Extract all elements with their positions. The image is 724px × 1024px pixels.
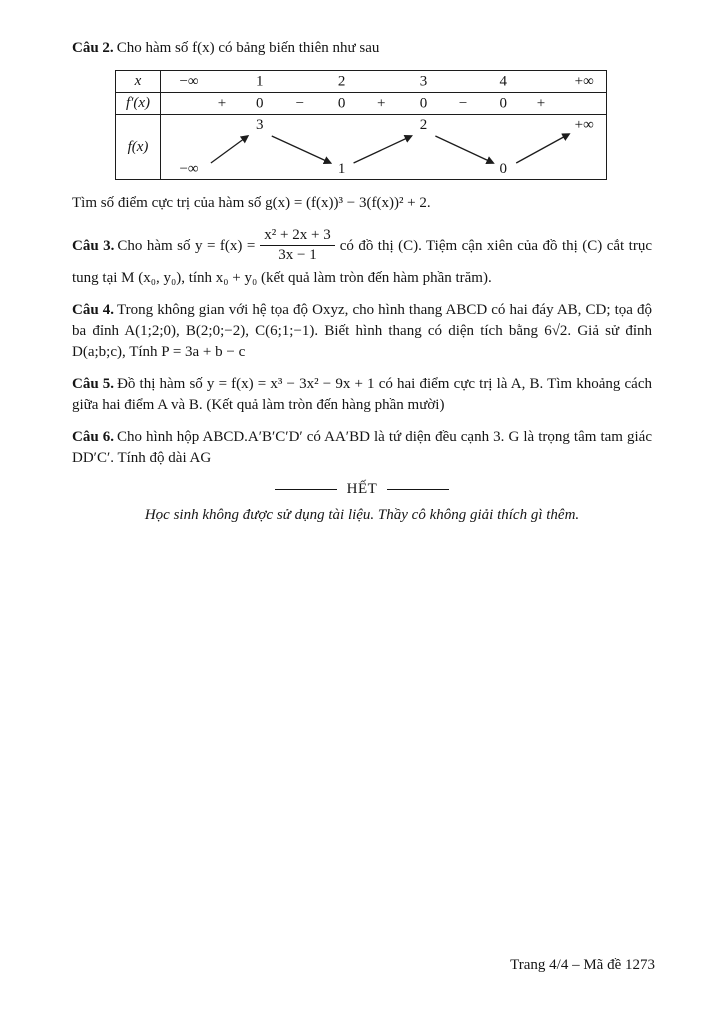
question-2-label: Câu 2. [72,40,114,56]
question-6-label: Câu 6. [72,429,114,445]
x-value: 4 [499,73,507,89]
end-label: HẾT [346,481,378,497]
fprime-sign: + [217,95,227,111]
question-6-text: Cho hình hộp ABCD.A′B′C′D′ có AA′BD là tứ diện đều cạnh 3. G là trọng tâm tam giác DD′C′. Tính độ dài AG [72,429,652,466]
fprime-row-values [161,93,606,114]
question-4-text: Trong không gian với hệ tọa độ Oxyz, cho hình thang ABCD có hai đáy AB, CD; tọa độ ba đỉnh A(1;2;0), B(2;0;−2), C(6;1;−1). Biết hình thang có diện tích bằng 6√2. Giả sử đỉnh D(a;b;c), Tính P = 3a + b − c [72,302,652,360]
f-extremum-value: 2 [419,117,428,133]
question-5 [72,374,652,416]
fraction-numerator: x² + 2x + 3 [260,226,334,246]
fprime-sign: + [377,95,386,111]
fraction-denominator: 3x − 1 [278,247,317,263]
page-footer: Trang 4/4 – Mã đề 1273 [510,957,655,973]
variation-table-x-row [116,71,606,92]
x-value: 3 [419,73,428,89]
question-2-intro [72,38,652,59]
x-value: 2 [337,73,346,89]
divider-line-right [387,489,449,490]
question-4-label: Câu 4. [72,302,115,318]
f-extremum-value: 1 [337,161,346,177]
fprime-sign: 0 [419,95,428,111]
fprime-sign: − [458,95,468,111]
x-row-label: x [116,71,161,92]
question-2-intro-text: Cho hàm số f(x) có bảng biến thiên như sau [116,40,380,56]
variation-table [115,70,607,180]
f-extremum-value: 0 [499,161,507,177]
x-row-values [161,71,606,92]
question-3-text-after: có đồ thị (C). Tiệm cận xiên của đồ thị (C) cắt trục tung tại M (x₀, y₀), tính x₀ + y₀ (kết quả làm tròn đến hàm phần trăm). [72,237,652,286]
f-extremum-value: 3 [256,117,264,133]
f-row-label: f(x) [116,115,161,179]
f-limit-value: −∞ [179,161,199,177]
fprime-sign: 0 [499,95,507,111]
closing-note: Học sinh không được sử dụng tài liệu. Thầy cô không giải thích gì thêm. [144,507,580,523]
end-divider [72,481,652,498]
f-row-values [161,115,606,179]
fraction [260,226,334,265]
f-limit-value: +∞ [574,117,594,133]
fprime-sign: − [295,95,305,111]
question-5-text: Đồ thị hàm số y = f(x) = x³ − 3x² − 9x + 1 có hai điểm cực trị là A, B. Tìm khoảng cách giữa hai điểm A và B. (Kết quả làm tròn đến hàng phần mười) [72,376,652,413]
variation-table-f-row [116,114,606,179]
x-value: 1 [256,73,264,89]
variation-table-fprime-row [116,92,606,114]
question-3-label: Câu 3. [72,237,115,254]
fprime-sign: 0 [337,95,346,111]
question-6 [72,427,652,469]
question-2-task: Tìm số điểm cực trị của hàm số g(x) = (f(x))³ − 3(f(x))² + 2. [72,195,431,211]
question-5-label: Câu 5. [72,376,115,392]
question-3-text-before: Cho hàm số y = f(x) = [117,237,256,254]
x-value: +∞ [574,73,594,89]
variation-arrows-graphic [161,115,606,179]
question-4 [72,300,652,363]
fprime-sign: + [536,95,546,111]
fprime-sign: 0 [256,95,264,111]
question-3 [72,225,652,289]
divider-line-left [275,489,337,490]
fprime-row-label: f′(x) [116,93,161,114]
x-value: −∞ [179,73,199,89]
